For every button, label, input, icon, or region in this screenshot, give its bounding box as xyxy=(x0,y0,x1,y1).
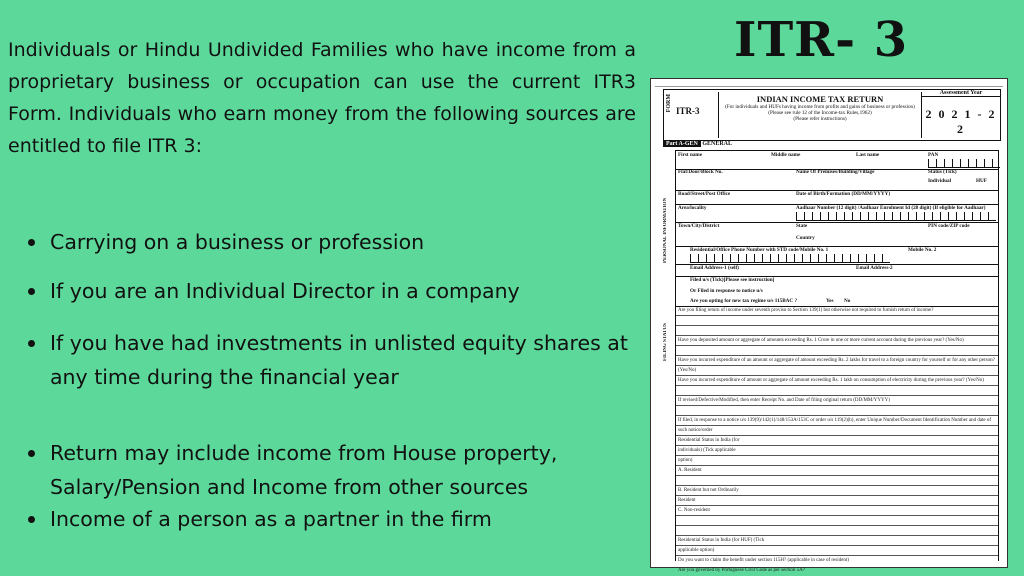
area-row xyxy=(675,204,999,223)
form-part-label xyxy=(663,141,732,147)
part-code: Part A-GEN xyxy=(663,141,701,147)
form-line: If revised/Defective/Modified, then enter Receipt No. and Date of filing original return (DD/MM/YYYY) xyxy=(678,398,890,403)
form-subheading-3: (Please refer instructions) xyxy=(793,116,847,122)
status-individual: Individual xyxy=(928,178,952,184)
regime-yes: Yes xyxy=(826,298,834,304)
form-subheading-2: (Please see rule 12 of the Income-tax Rules,1962) xyxy=(768,110,872,116)
road-row xyxy=(675,190,999,205)
road-label: Road/Street/Post Office xyxy=(678,191,731,197)
phone-row xyxy=(675,246,999,265)
form-heading: INDIAN INCOME TAX RETURN xyxy=(756,94,884,104)
assessment-year-value: 2 0 2 1 - 2 2 xyxy=(925,107,997,136)
last-name-label: Last name xyxy=(856,152,880,158)
form-question-lines xyxy=(675,306,999,573)
assessment-year-block xyxy=(922,90,1000,140)
form-line: C. Non-resident xyxy=(678,508,710,513)
name-row xyxy=(675,150,999,170)
list-item: If you are an Individual Director in a company xyxy=(28,274,650,308)
list-item: Income of a person as a partner in the firm xyxy=(28,502,650,536)
email2-label: Email Address-2 xyxy=(856,265,893,271)
page-title: ITR- 3 xyxy=(734,12,909,68)
regime-label: Are you opting for new tax regime u/s 115BAC ? xyxy=(690,298,798,304)
town-row xyxy=(675,222,999,247)
assessment-year-label: Assessment Year xyxy=(922,90,1000,97)
first-name-label: First name xyxy=(678,152,703,158)
form-heading-block xyxy=(718,92,922,138)
status-label: Status (Tick) xyxy=(928,169,957,175)
flat-label: Flat/Door/Block No. xyxy=(678,169,723,175)
pan-boxes xyxy=(928,159,1000,168)
form-body xyxy=(663,141,999,573)
pan-label: PAN xyxy=(928,152,939,158)
form-line: A. Resident xyxy=(678,468,702,473)
list-item: If you have had investments in unlisted equity shares at any time during the financial year xyxy=(28,326,650,394)
form-code: ITR-3 xyxy=(676,106,700,116)
regime-no: No xyxy=(844,298,851,304)
form-line: Residential Status in India (for HUF) (Tick applicable option) xyxy=(678,538,765,553)
aadhaar-label: Aadhaar Number (12 digit) /Aadhaar Enrolment Id (28 digit) (If eligible for Aadhaar) xyxy=(796,205,986,211)
part-name: GENERAL xyxy=(702,141,732,147)
area-label: Area/locality xyxy=(678,205,707,211)
status-huf: HUF xyxy=(976,178,987,184)
email1-label: Email Address-1 (self) xyxy=(690,265,739,271)
state-label: State xyxy=(796,223,808,229)
aadhaar-boxes xyxy=(796,212,996,221)
form-line: Are you filing return of income under seventh proviso to Section 139(1) but otherwise not required to furnish return of income? xyxy=(678,308,934,313)
pin-label: PIN code/ZIP code xyxy=(928,223,970,229)
list-item: Return may include income from House property, Salary/Pension and Income from other sources xyxy=(28,436,650,504)
premises-label: Name Of Premises/Building/Village xyxy=(796,169,875,175)
form-label: FORM xyxy=(666,94,672,113)
itr3-form-image xyxy=(650,78,1008,573)
intro-paragraph: Individuals or Hindu Undivided Families who have income from a proprietary business or occupation can use the current ITR3 Form. Individuals who earn money from the following sources are entitled to file ITR 3: xyxy=(8,39,636,157)
phone-boxes xyxy=(690,254,890,263)
country-label: Country xyxy=(796,235,815,241)
section-personal-label: PERSONAL INFORMATION xyxy=(663,197,668,263)
form-line: B. Resident but not Ordinarily Resident xyxy=(678,488,739,503)
form-subheading-1: (For individuals and HUFs having income from profits and gains of business or profession) xyxy=(725,104,915,110)
form-line: Have you incurred expenditure of an amount or aggregate of amount exceeding Rs. 2 lakhs for travel to a foreign country for yourself or for any other person? (Yes/No) xyxy=(678,358,995,373)
form-header xyxy=(663,89,1001,141)
form-line: Residential Status in India (for individuals) (Tick applicable option) xyxy=(678,438,740,463)
form-top-rule xyxy=(655,81,1003,87)
form-line: Are you governed by Portuguese Civil Code as per section 5A? xyxy=(678,568,805,573)
notice-label: Or Filed in response to notice u/s xyxy=(690,288,763,294)
filed-label: Filed u/s (Tick)[Please see instruction] xyxy=(690,277,775,283)
middle-name-label: Middle name xyxy=(771,152,801,158)
form-line: Have you incurred expenditure of amount or aggregate of amount exceeding Rs. 1 lakh on consumption of electricity during the previous year? (Yes/No) xyxy=(678,378,984,383)
dob-label: Date of Birth/Formation (DD/MM/YYYY) xyxy=(796,191,891,197)
form-line: If filed, in response to a notice u/s 139(9)/142(1)/148/153A/153C or order u/s 119(2)(b), enter Unique Number/Document Identification Number and date of such notice/order xyxy=(678,418,992,433)
town-label: Town/City/District xyxy=(678,223,720,229)
section-filing-label: FILING STATUS xyxy=(663,323,668,361)
form-line: Do you want to claim the benefit under section 115H? (applicable in case of resident) xyxy=(678,558,849,563)
filing-row xyxy=(675,276,999,307)
list-item: Carrying on a business or profession xyxy=(28,225,650,259)
mobile2-label: Mobile No. 2 xyxy=(908,247,937,253)
phone-label: Residential/Office Phone Number with STD code/Mobile No. 1 xyxy=(690,247,829,253)
form-line: Have you deposited amount or aggregate of amounts exceeding Rs. 1 Crore in one or more current account during the previous year? (Yes/No) xyxy=(678,338,964,343)
address-row xyxy=(675,168,999,191)
